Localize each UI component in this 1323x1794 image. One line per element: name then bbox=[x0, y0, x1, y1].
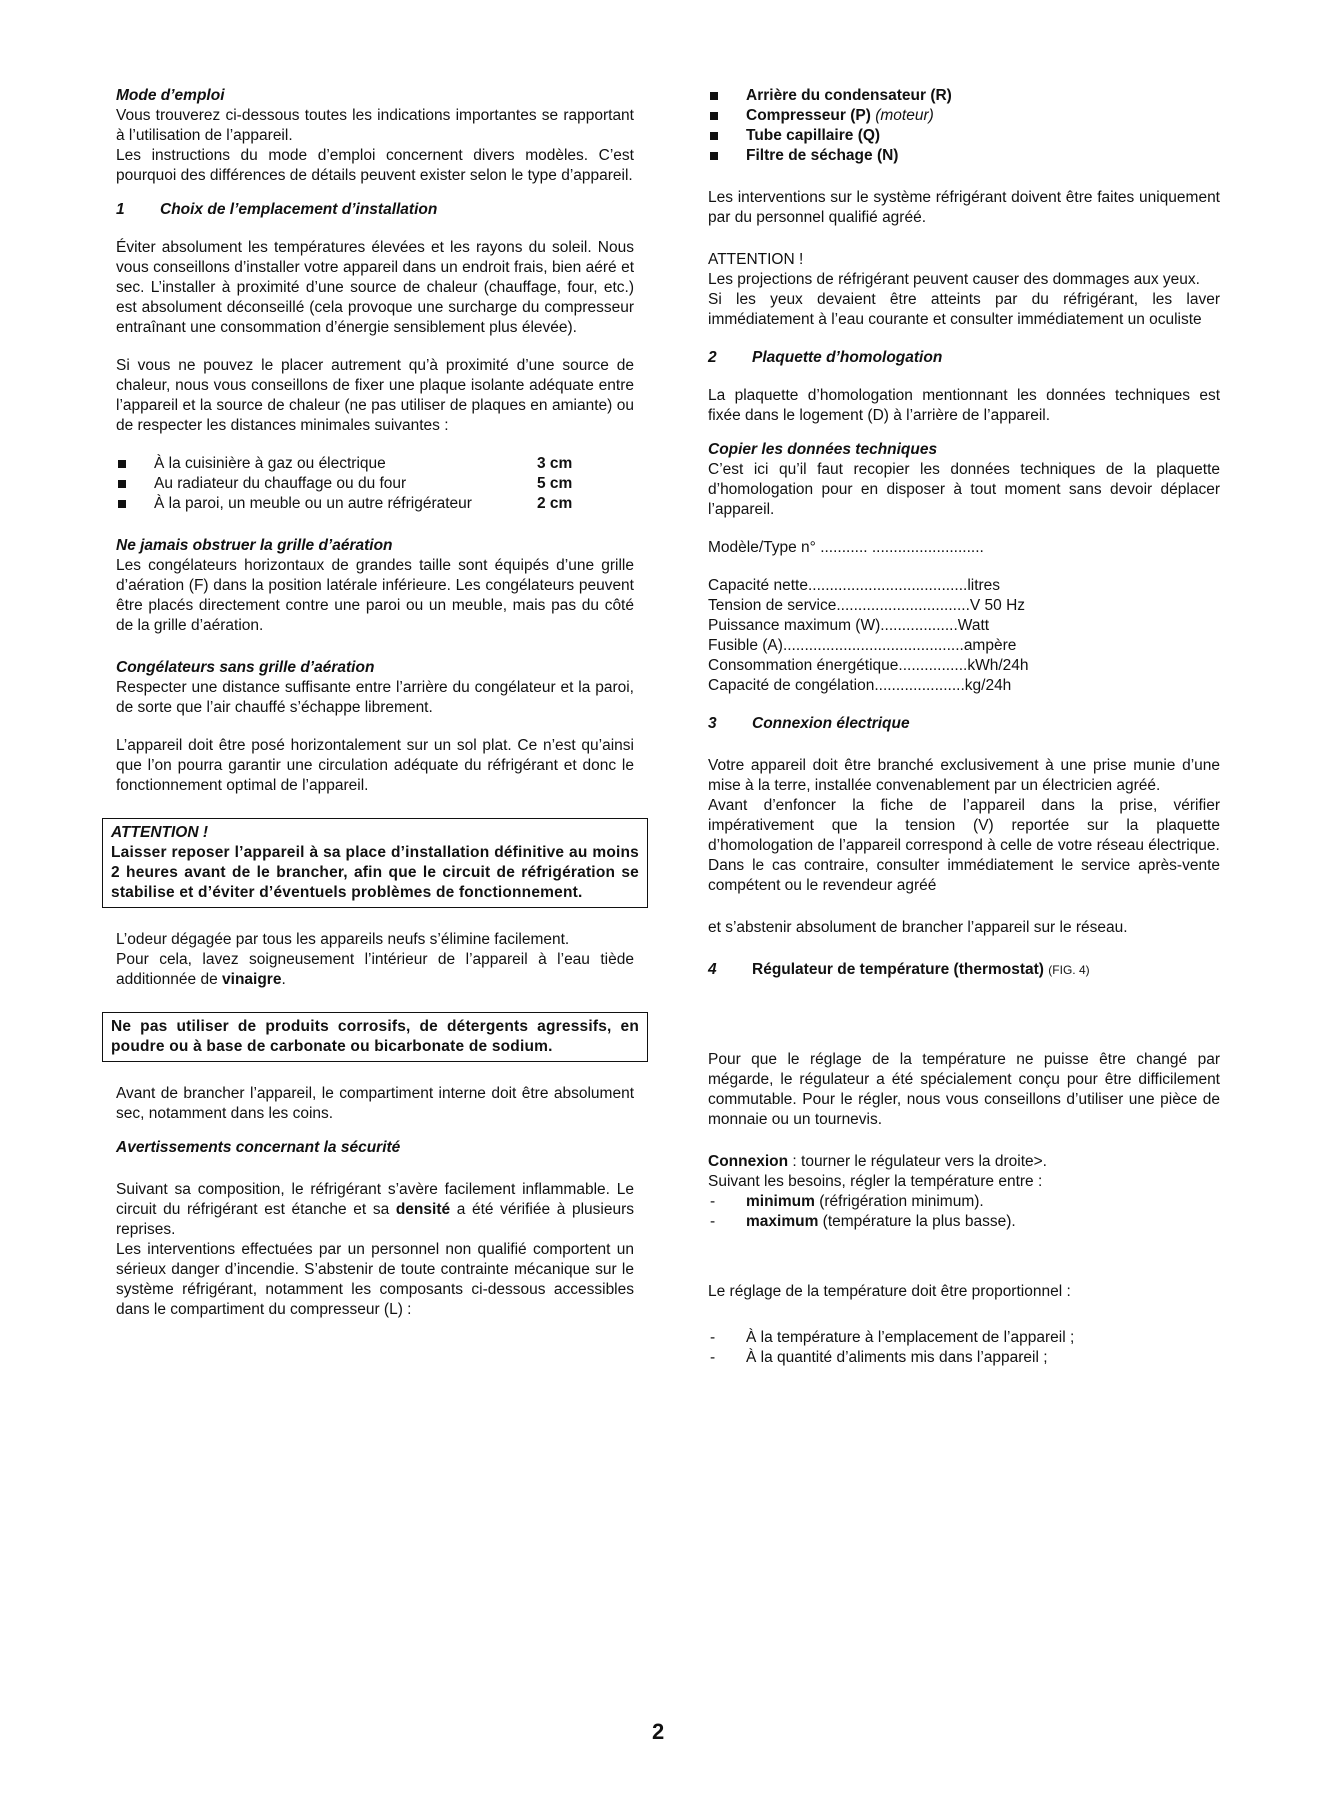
section-4-figure-ref: (FIG. 4) bbox=[1048, 963, 1090, 977]
connexion-paragraph-1: Votre appareil doit être branché exclusivement à une prise munie d’une mise à la terre, installée convenablement par un électricien agréé. bbox=[708, 757, 1220, 794]
copier-paragraph: C’est ici qu’il faut recopier les données techniques de la plaquette d’homologation pour en disposer à tout moment sans devoir déplacer l’appareil. bbox=[708, 461, 1220, 518]
modele-type-line: Modèle/Type n° ........... .......................... bbox=[708, 539, 984, 556]
page-number: 2 bbox=[652, 1719, 665, 1744]
attention-box-1 bbox=[102, 818, 648, 908]
spec-row: Capacité nette ..................................... litres bbox=[708, 577, 1001, 594]
interventions-paragraph: Les interventions sur le système réfrigérant doivent être faites uniquement par du personnel qualifié agréé. bbox=[708, 189, 1220, 226]
components-list bbox=[708, 86, 1220, 166]
odeur-paragraph-1: L’odeur dégagée par tous les appareils neufs s’élimine facilement. bbox=[116, 931, 570, 948]
attention-paragraph-1: Les projections de réfrigérant peuvent causer des dommages aux yeux. bbox=[708, 271, 1200, 288]
minmax-item: - minimum (réfrigération minimum). bbox=[708, 1192, 1220, 1212]
component-item: Tube capillaire (Q) bbox=[708, 126, 1220, 146]
spec-row: Consommation énergétique ................ kWh/24h bbox=[708, 657, 1029, 674]
reglage-paragraph: Le réglage de la température doit être proportionnel : bbox=[708, 1283, 1071, 1300]
specs-list bbox=[708, 576, 1220, 696]
component-item: Compresseur (P) (moteur) bbox=[708, 106, 1220, 126]
connexion-instruction: Connexion : tourner le régulateur vers la droite>. bbox=[708, 1153, 1047, 1170]
sans-grille-heading: Congélateurs sans grille d’aération bbox=[116, 659, 375, 676]
attention-box-1-title: ATTENTION ! bbox=[111, 824, 209, 841]
securite-paragraph-1: Suivant sa composition, le réfrigérant s’avère facilement inflammable. Le circuit du réfrigérant est étanche et sa densité a été vérifiée à plusieurs reprises. bbox=[116, 1181, 634, 1238]
section-4-heading bbox=[708, 960, 1220, 980]
grille-heading: Ne jamais obstruer la grille d’aération bbox=[116, 537, 393, 554]
connexion-paragraph-2: Avant d’enfoncer la fiche de l’appareil dans la prise, vérifier impérativement que la tension (V) reportée sur la plaquette d’homologation de l’appareil correspond à celle de votre réseau électrique. bbox=[708, 797, 1220, 854]
sans-grille-paragraph: Respecter une distance suffisante entre l’arrière du congélateur et la paroi, de sorte que l’air chauffé s’échappe librement. bbox=[116, 679, 634, 716]
component-item: Arrière du condensateur (R) bbox=[708, 86, 1220, 106]
odeur-paragraph-2: Pour cela, lavez soigneusement l’intérieur de l’appareil à l’eau tiède additionnée de vinaigre. bbox=[116, 951, 634, 988]
reglage-list bbox=[708, 1328, 1220, 1368]
minmax-item: - maximum (température la plus basse). bbox=[708, 1212, 1220, 1232]
distances-list bbox=[116, 454, 634, 514]
attention-heading: ATTENTION ! bbox=[708, 251, 804, 268]
component-item: Filtre de séchage (N) bbox=[708, 146, 1220, 166]
section-1-heading bbox=[116, 200, 634, 220]
section-4-number: 4 bbox=[708, 961, 717, 978]
copier-heading: Copier les données techniques bbox=[708, 441, 938, 458]
section-2-title: Plaquette d’homologation bbox=[752, 349, 943, 366]
distance-item: À la cuisinière à gaz ou électrique 3 cm bbox=[116, 454, 634, 474]
reglage-item: - À la température à l’emplacement de l’appareil ; bbox=[708, 1328, 1220, 1348]
section-1-number: 1 bbox=[116, 201, 125, 218]
spec-row: Capacité de congélation ..................... kg/24h bbox=[708, 677, 1012, 694]
spec-row: Puissance maximum (W) .................. Watt bbox=[708, 617, 990, 634]
connexion-paragraph-3: Dans le cas contraire, consulter immédiatement le service après-vente compétent ou le revendeur agréé bbox=[708, 857, 1220, 894]
suivant-line: Suivant les besoins, régler la température entre : bbox=[708, 1173, 1043, 1190]
plaquette-paragraph: La plaquette d’homologation mentionnant les données techniques est fixée dans le logement (D) à l’arrière de l’appareil. bbox=[708, 387, 1220, 424]
section-3-heading bbox=[708, 714, 1220, 734]
grille-paragraph: Les congélateurs horizontaux de grandes taille sont équipés d’une grille d’aération (F) dans la position latérale inférieure. Les congélateurs peuvent être placés directement contre une paroi ou un meuble, mais pas du côté de la grille d’aération. bbox=[116, 557, 634, 634]
mode-emploi-paragraph-2: Les instructions du mode d’emploi concernent divers modèles. C’est pourquoi des différences de détails peuvent exister selon le type d’appareil. bbox=[116, 147, 634, 184]
attention-box-1-text: Laisser reposer l’appareil à sa place d’installation définitive au moins 2 heures avant de le brancher, afin que le circuit de réfrigération se stabilise et d’éviter d’éventuels problèmes de fonctionnement. bbox=[111, 844, 639, 901]
spec-row: Fusible (A) .......................................... ampère bbox=[708, 637, 1017, 654]
distance-item: Au radiateur du chauffage ou du four 5 cm bbox=[116, 474, 634, 494]
minmax-list bbox=[708, 1192, 1220, 1232]
section-2-number: 2 bbox=[708, 349, 717, 366]
securite-heading: Avertissements concernant la sécurité bbox=[116, 1139, 401, 1156]
thermostat-paragraph: Pour que le réglage de la température ne puisse être changé par mégarde, le régulateur a été spécialement conçu pour être difficilement commutable. Pour le régler, nous vous conseillons d’utiliser une pièce de monnaie ou un tournevis. bbox=[708, 1051, 1220, 1128]
emplacement-paragraph-2: Si vous ne pouvez le placer autrement qu’à proximité d’une source de chaleur, nous vous conseillons de fixer une plaque isolante adéquate entre l’appareil et la source de chaleur (ne pas utiliser de plaques en amiante) ou de respecter les distances minimales suivantes : bbox=[116, 357, 634, 434]
right-column bbox=[708, 86, 1220, 1368]
warning-box-2 bbox=[102, 1012, 648, 1062]
left-column bbox=[111, 86, 639, 1320]
section-1-title: Choix de l’emplacement d’installation bbox=[160, 201, 438, 218]
distance-item: À la paroi, un meuble ou un autre réfrigérateur 2 cm bbox=[116, 494, 634, 514]
warning-box-2-text: Ne pas utiliser de produits corrosifs, de détergents agressifs, en poudre ou à base de carbonate ou bicarbonate de sodium. bbox=[111, 1018, 639, 1055]
section-4-title: Régulateur de température (thermostat) bbox=[752, 961, 1049, 978]
securite-paragraph-2: Les interventions effectuées par un personnel non qualifié comportent un sérieux danger d’incendie. S’abstenir de toute contrainte mécanique sur le système réfrigérant, notamment les composants ci-dessous accessibles dans le compartiment du compresseur (L) : bbox=[116, 1241, 634, 1318]
spec-row: Tension de service ............................... V 50 Hz bbox=[708, 597, 1026, 614]
section-3-number: 3 bbox=[708, 715, 717, 732]
mode-emploi-heading: Mode d’emploi bbox=[116, 87, 225, 104]
connexion-paragraph-4: et s’abstenir absolument de brancher l’appareil sur le réseau. bbox=[708, 919, 1128, 936]
emplacement-paragraph-1: Éviter absolument les températures élevées et les rayons du soleil. Nous vous conseillons d’installer votre appareil dans un endroit frais, bien aéré et sec. L’installer à proximité d’une source de chaleur (chauffage, four, etc.) est absolument déconseillé (cela provoque une surcharge du compresseur entraînant une consommation d’énergie sensiblement plus élevée). bbox=[116, 239, 634, 336]
avant-paragraph: Avant de brancher l’appareil, le compartiment interne doit être absolument sec, notamment dans les coins. bbox=[116, 1085, 634, 1122]
reglage-item: - À la quantité d’aliments mis dans l’appareil ; bbox=[708, 1348, 1220, 1368]
horizontal-paragraph: L’appareil doit être posé horizontalement sur un sol plat. Ce n’est qu’ainsi que l’on pourra garantir une circulation adéquate du réfrigérant et donc le fonctionnement optimal de l’appareil. bbox=[116, 737, 634, 794]
section-2-heading bbox=[708, 348, 1220, 368]
attention-paragraph-2: Si les yeux devaient être atteints par du réfrigérant, les laver immédiatement à l’eau courante et consulter immédiatement un oculiste bbox=[708, 291, 1220, 328]
mode-emploi-paragraph-1: Vous trouverez ci-dessous toutes les indications importantes se rapportant à l’utilisation de l’appareil. bbox=[116, 107, 634, 144]
section-3-title: Connexion électrique bbox=[752, 715, 910, 732]
